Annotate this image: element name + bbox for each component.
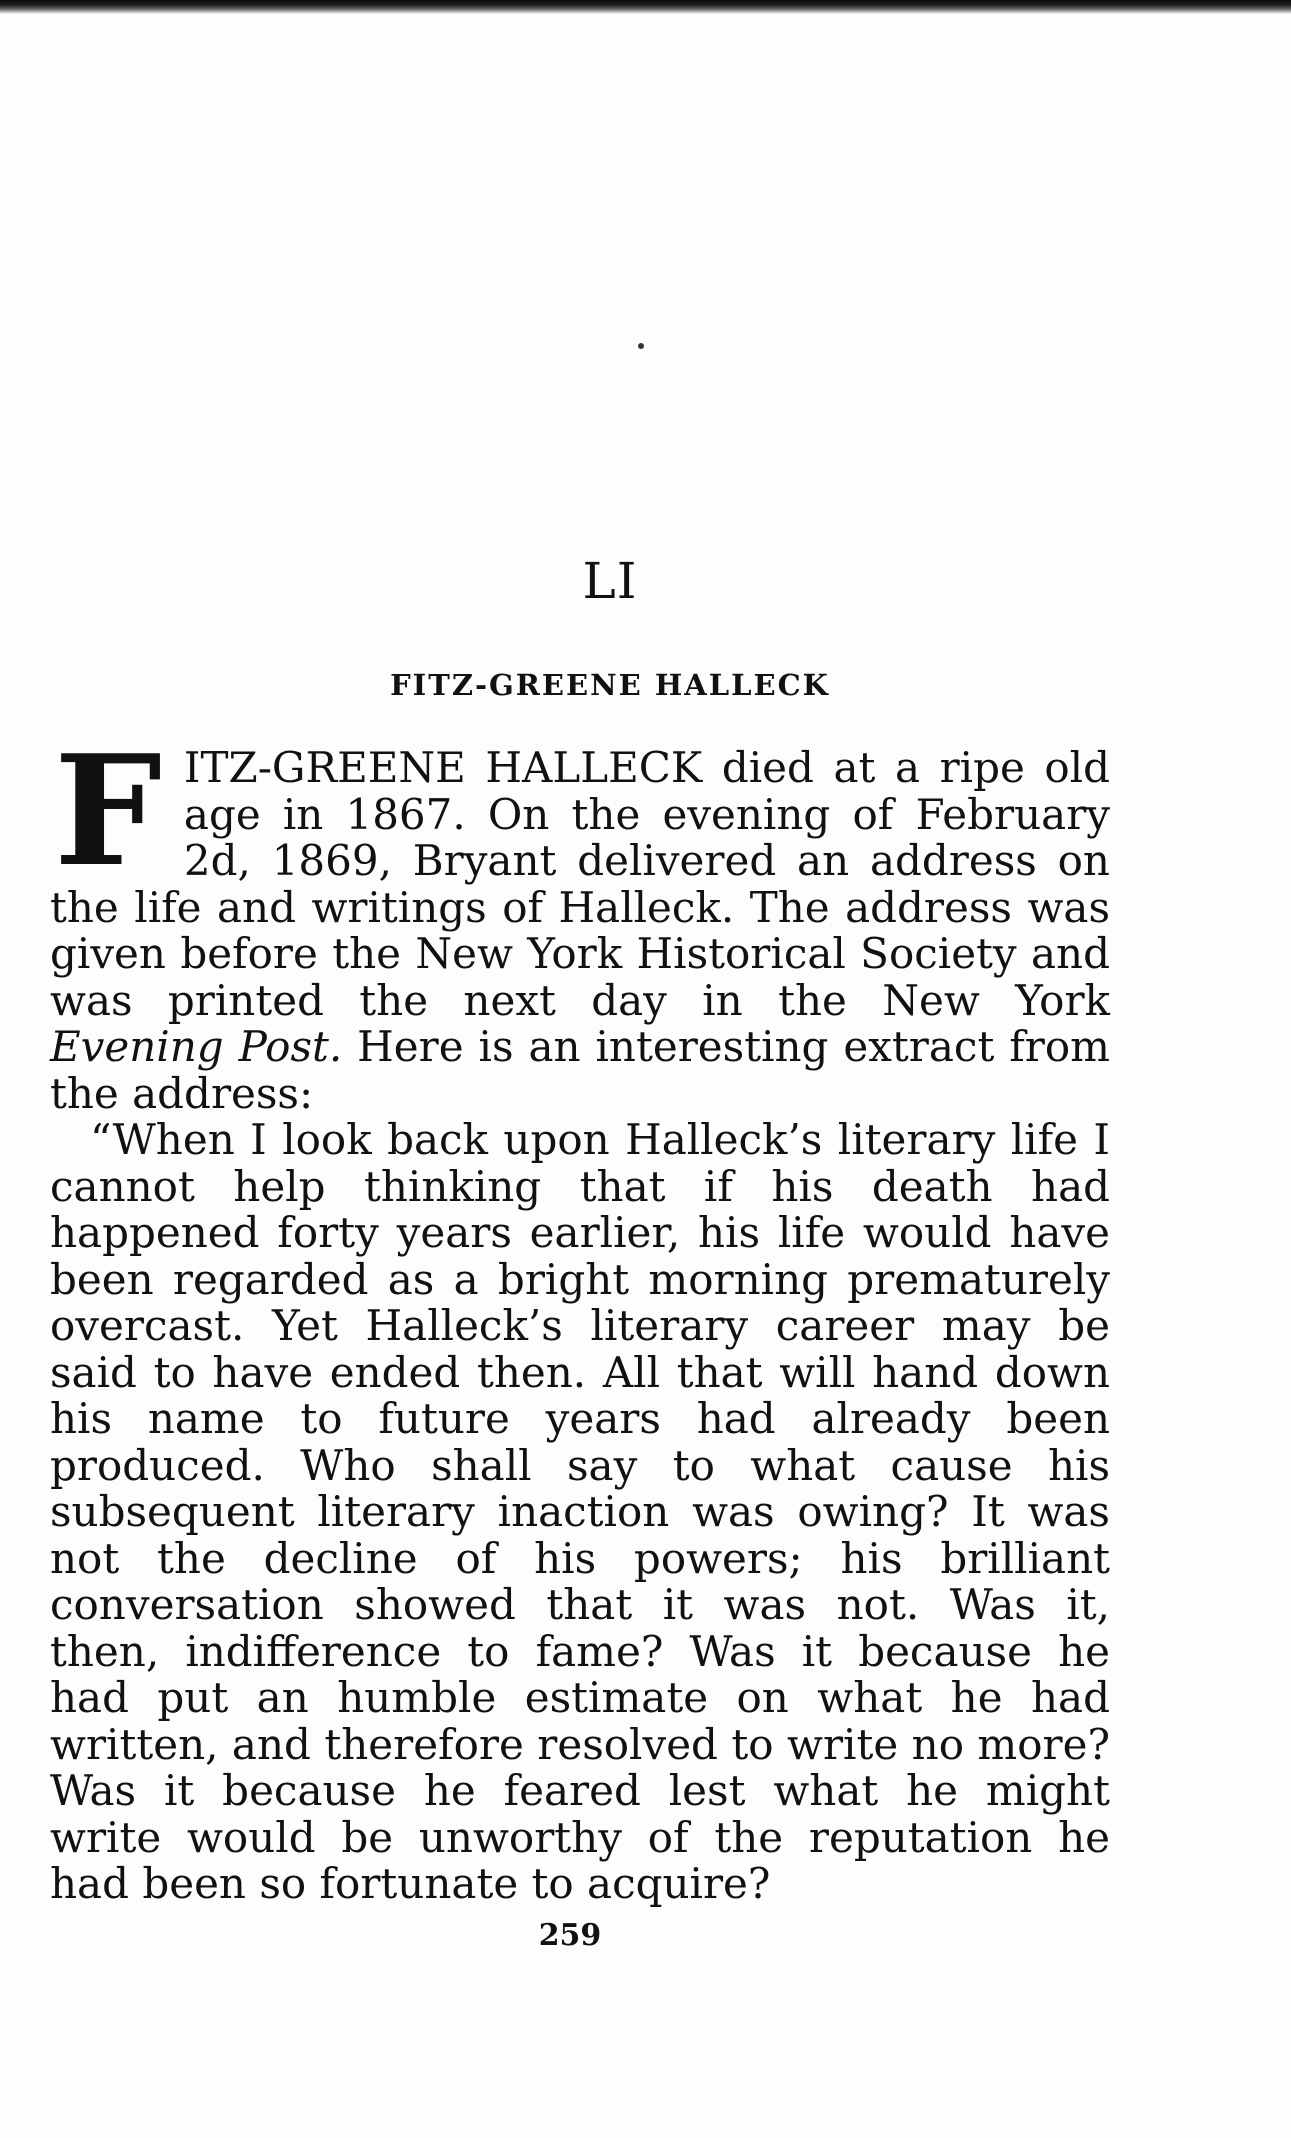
quoted-address: “When I look back upon Halleck’s literary life I cannot help thinking that if his death had happened forty years earlier, his life would have been regarded as a bright morning prematurely overcast. Yet Halleck’s literary career may be said to have ended then. All that will hand down his name to future years had already been produced. Who shall say to what cause his subsequent literary inaction was owing? It was not the decline of his powers; his brilliant conversation showed that it was not. Was it, then, indifference to fame? Was it because he had put an humble estimate on what he had written, and therefore resolved to write no more? Was it because he feared lest what he might write would be unworthy of the reputation he had been so fortunate to acquire? xyxy=(50,1115,1110,1908)
intro-text: ITZ-GREENE HALLECK died at a ripe old age in 1867. On the evening of February 2d, 1869, Bryant delivered an address on the life and writings of Halleck. The address was given before the New York Historical Society and was printed the next day in the New York xyxy=(50,743,1110,1025)
newspaper-title: Evening Post. xyxy=(50,1022,343,1071)
chapter-number: LI xyxy=(582,552,638,610)
chapter-title: FITZ-GREENE HALLECK xyxy=(390,668,830,702)
ink-speck xyxy=(638,343,644,349)
intro-text-end: Here is an interesting extract from the address: xyxy=(50,1022,1110,1118)
chapter-body xyxy=(50,721,1110,1908)
intro-paragraph xyxy=(50,721,1110,1118)
page-top-rule xyxy=(0,0,1291,14)
page-number: 259 xyxy=(538,1918,602,1953)
drop-cap: F xyxy=(54,721,162,900)
